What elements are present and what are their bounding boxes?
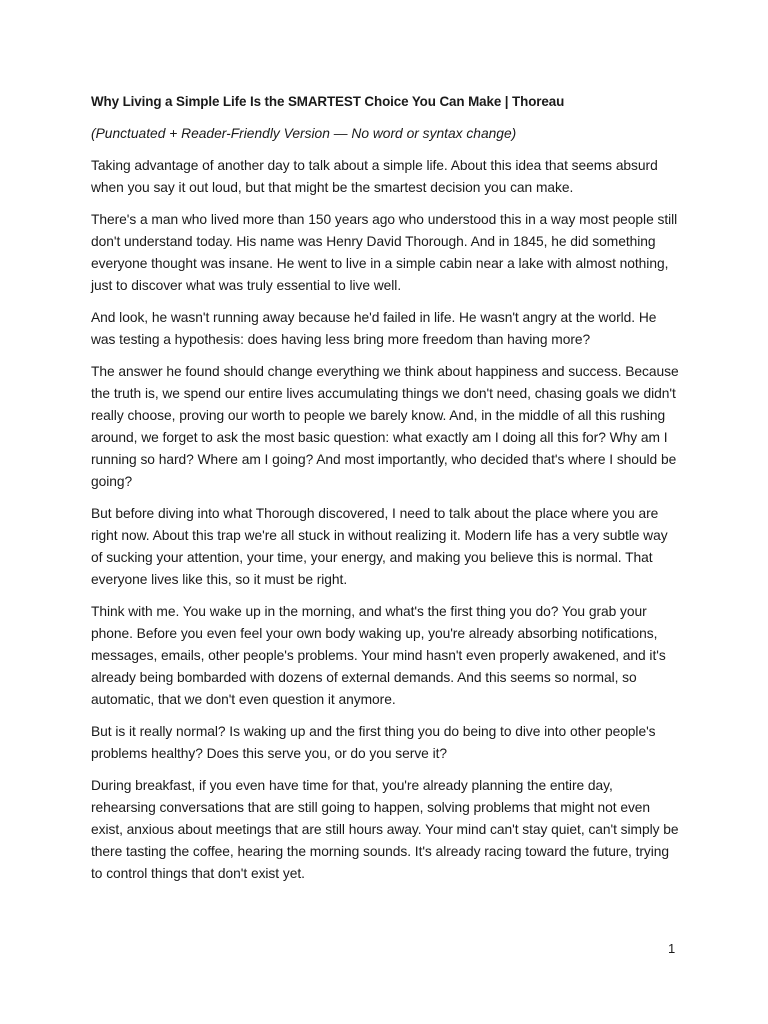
paragraph: But before diving into what Thorough discovered, I need to talk about the place where you are right now. About this trap we're all stuck in without realizing it. Modern life has a very subtle way of sucking your attention, your time, your energy, and making you believe this is normal. That everyone lives like this, so it must be right. — [91, 506, 668, 587]
document-subtitle: (Punctuated + Reader-Friendly Version — No word or syntax change) — [91, 126, 517, 141]
document-title: Why Living a Simple Life Is the SMARTEST Choice You Can Make | Thoreau — [91, 94, 565, 109]
paragraph: But is it really normal? Is waking up and the first thing you do being to dive into other people's problems healthy? Does this serve you, or do you serve it? — [91, 724, 656, 761]
page-number: 1 — [668, 941, 676, 956]
paragraph: There's a man who lived more than 150 years ago who understood this in a way most people still don't understand today. His name was Henry David Thorough. And in 1845, he did something everyone thought was insane. He went to live in a simple cabin near a lake with almost nothing, just to discover what was truly essential to live well. — [91, 212, 678, 293]
paragraph: The answer he found should change everything we think about happiness and success. Because the truth is, we spend our entire lives accumulating things we don't need, chasing goals we didn't really choose, proving our worth to people we barely know. And, in the middle of all this rushing around, we forget to ask the most basic question: what exactly am I doing all this for? Why am I running so hard? Where am I going? And most importantly, who decided that's where I should be going? — [91, 364, 679, 489]
document-body — [91, 92, 681, 895]
paragraph: During breakfast, if you even have time for that, you're already planning the entire day, rehearsing conversations that are still going to happen, solving problems that might not even exist, anxious about meetings that are still hours away. Your mind can't stay quiet, can't simply be there tasting the coffee, hearing the morning sounds. It's already racing toward the future, trying to control things that don't exist yet. — [91, 778, 679, 881]
paragraph: Taking advantage of another day to talk about a simple life. About this idea that seems absurd when you say it out loud, but that might be the smartest decision you can make. — [91, 158, 658, 195]
paragraph: Think with me. You wake up in the morning, and what's the first thing you do? You grab your phone. Before you even feel your own body waking up, you're already absorbing notifications, messages, emails, other people's problems. Your mind hasn't even properly awakened, and it's already being bombarded with dozens of external demands. And this seems so normal, so automatic, that we don't even question it anymore. — [91, 604, 666, 707]
paragraph: And look, he wasn't running away because he'd failed in life. He wasn't angry at the world. He was testing a hypothesis: does having less bring more freedom than having more? — [91, 310, 657, 347]
